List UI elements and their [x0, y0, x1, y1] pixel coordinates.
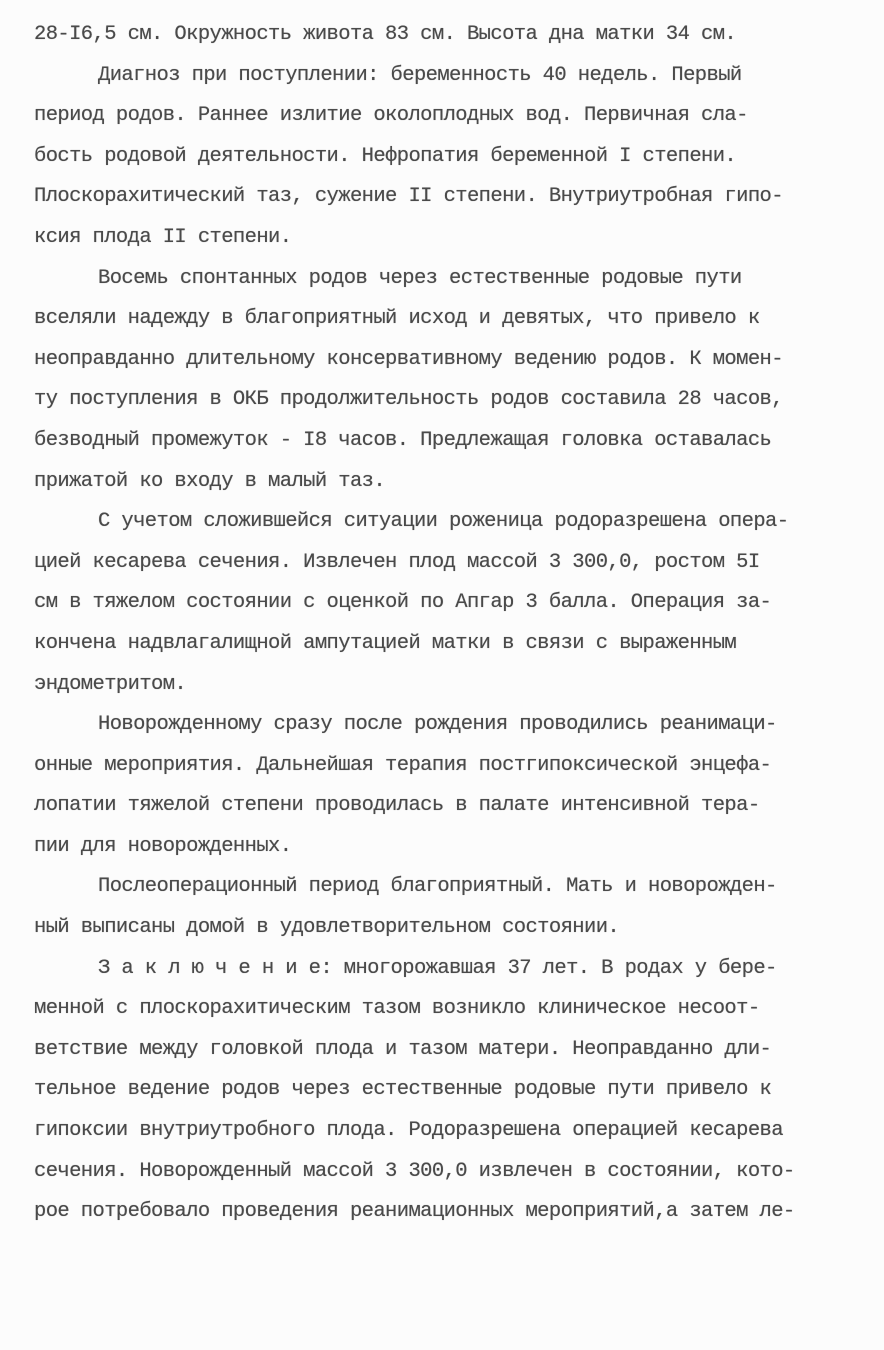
text-line: Восемь спонтанных родов через естественные родовые пути: [98, 266, 742, 290]
text-line: Послеоперационный период благоприятный. Мать и новорожден-: [98, 875, 777, 899]
text-line: Диагноз при поступлении: беременность 40 недель. Первый: [98, 63, 742, 87]
text-line: вселяли надежду в благоприятный исход и девятых, что привело к: [34, 307, 760, 331]
text-line: онные мероприятия. Дальнейшая терапия постгипоксической энцефа-: [34, 753, 772, 777]
text-line: ветствие между головкой плода и тазом матери. Неоправданно дли-: [34, 1037, 772, 1061]
text-line: см в тяжелом состоянии с оценкой по Апгар 3 балла. Операция за-: [34, 591, 772, 615]
text-line: цией кесарева сечения. Извлечен плод массой 3 300,0, ростом 5I: [34, 550, 760, 574]
text-line: тельное ведение родов через естественные родовые пути привело к: [34, 1078, 772, 1102]
text-line: бость родовой деятельности. Нефропатия беременной I степени.: [34, 144, 737, 168]
text-line: рое потребовало проведения реанимационных мероприятий,а затем ле-: [34, 1200, 795, 1224]
text-line: эндометритом.: [34, 672, 187, 696]
text-line: неоправданно длительному консервативному ведению родов. К момен-: [34, 347, 783, 371]
text-line: прижатой ко входу в малый таз.: [34, 469, 386, 493]
document-body-text: [34, 15, 844, 1233]
text-line: З а к л ю ч е н и е: многорожавшая 37 лет. В родах у бере-: [98, 956, 777, 980]
text-line: ный выписаны домой в удовлетворительном состоянии.: [34, 916, 620, 940]
text-line: безводный промежуток - I8 часов. Предлежащая головка оставалась: [34, 428, 772, 452]
text-line: менной с плоскорахитическим тазом возникло клиническое несоот-: [34, 997, 760, 1021]
text-line: 28-I6,5 см. Окружность живота 83 см. Высота дна матки 34 см.: [34, 23, 737, 46]
text-line: гипоксии внутриутробного плода. Родоразрешена операцией кесарева: [34, 1119, 783, 1143]
text-line: сечения. Новорожденный массой 3 300,0 извлечен в состоянии, кото-: [34, 1159, 795, 1183]
text-line: Плоскорахитический таз, сужение II степени. Внутриутробная гипо-: [34, 185, 783, 209]
text-line: лопатии тяжелой степени проводилась в палате интенсивной тера-: [34, 794, 760, 818]
text-line: период родов. Раннее излитие околоплодных вод. Первичная сла-: [34, 104, 748, 128]
text-line: ту поступления в ОКБ продолжительность родов составила 28 часов,: [34, 388, 783, 412]
text-line: С учетом сложившейся ситуации роженица родоразрешена опера-: [98, 510, 789, 534]
text-line: кончена надвлагалищной ампутацией матки в связи с выраженным: [34, 631, 737, 655]
text-line: Новорожденному сразу после рождения проводились реанимаци-: [98, 713, 777, 737]
text-line: пии для новорожденных.: [34, 834, 292, 858]
text-line: ксия плода II степени.: [34, 225, 292, 249]
